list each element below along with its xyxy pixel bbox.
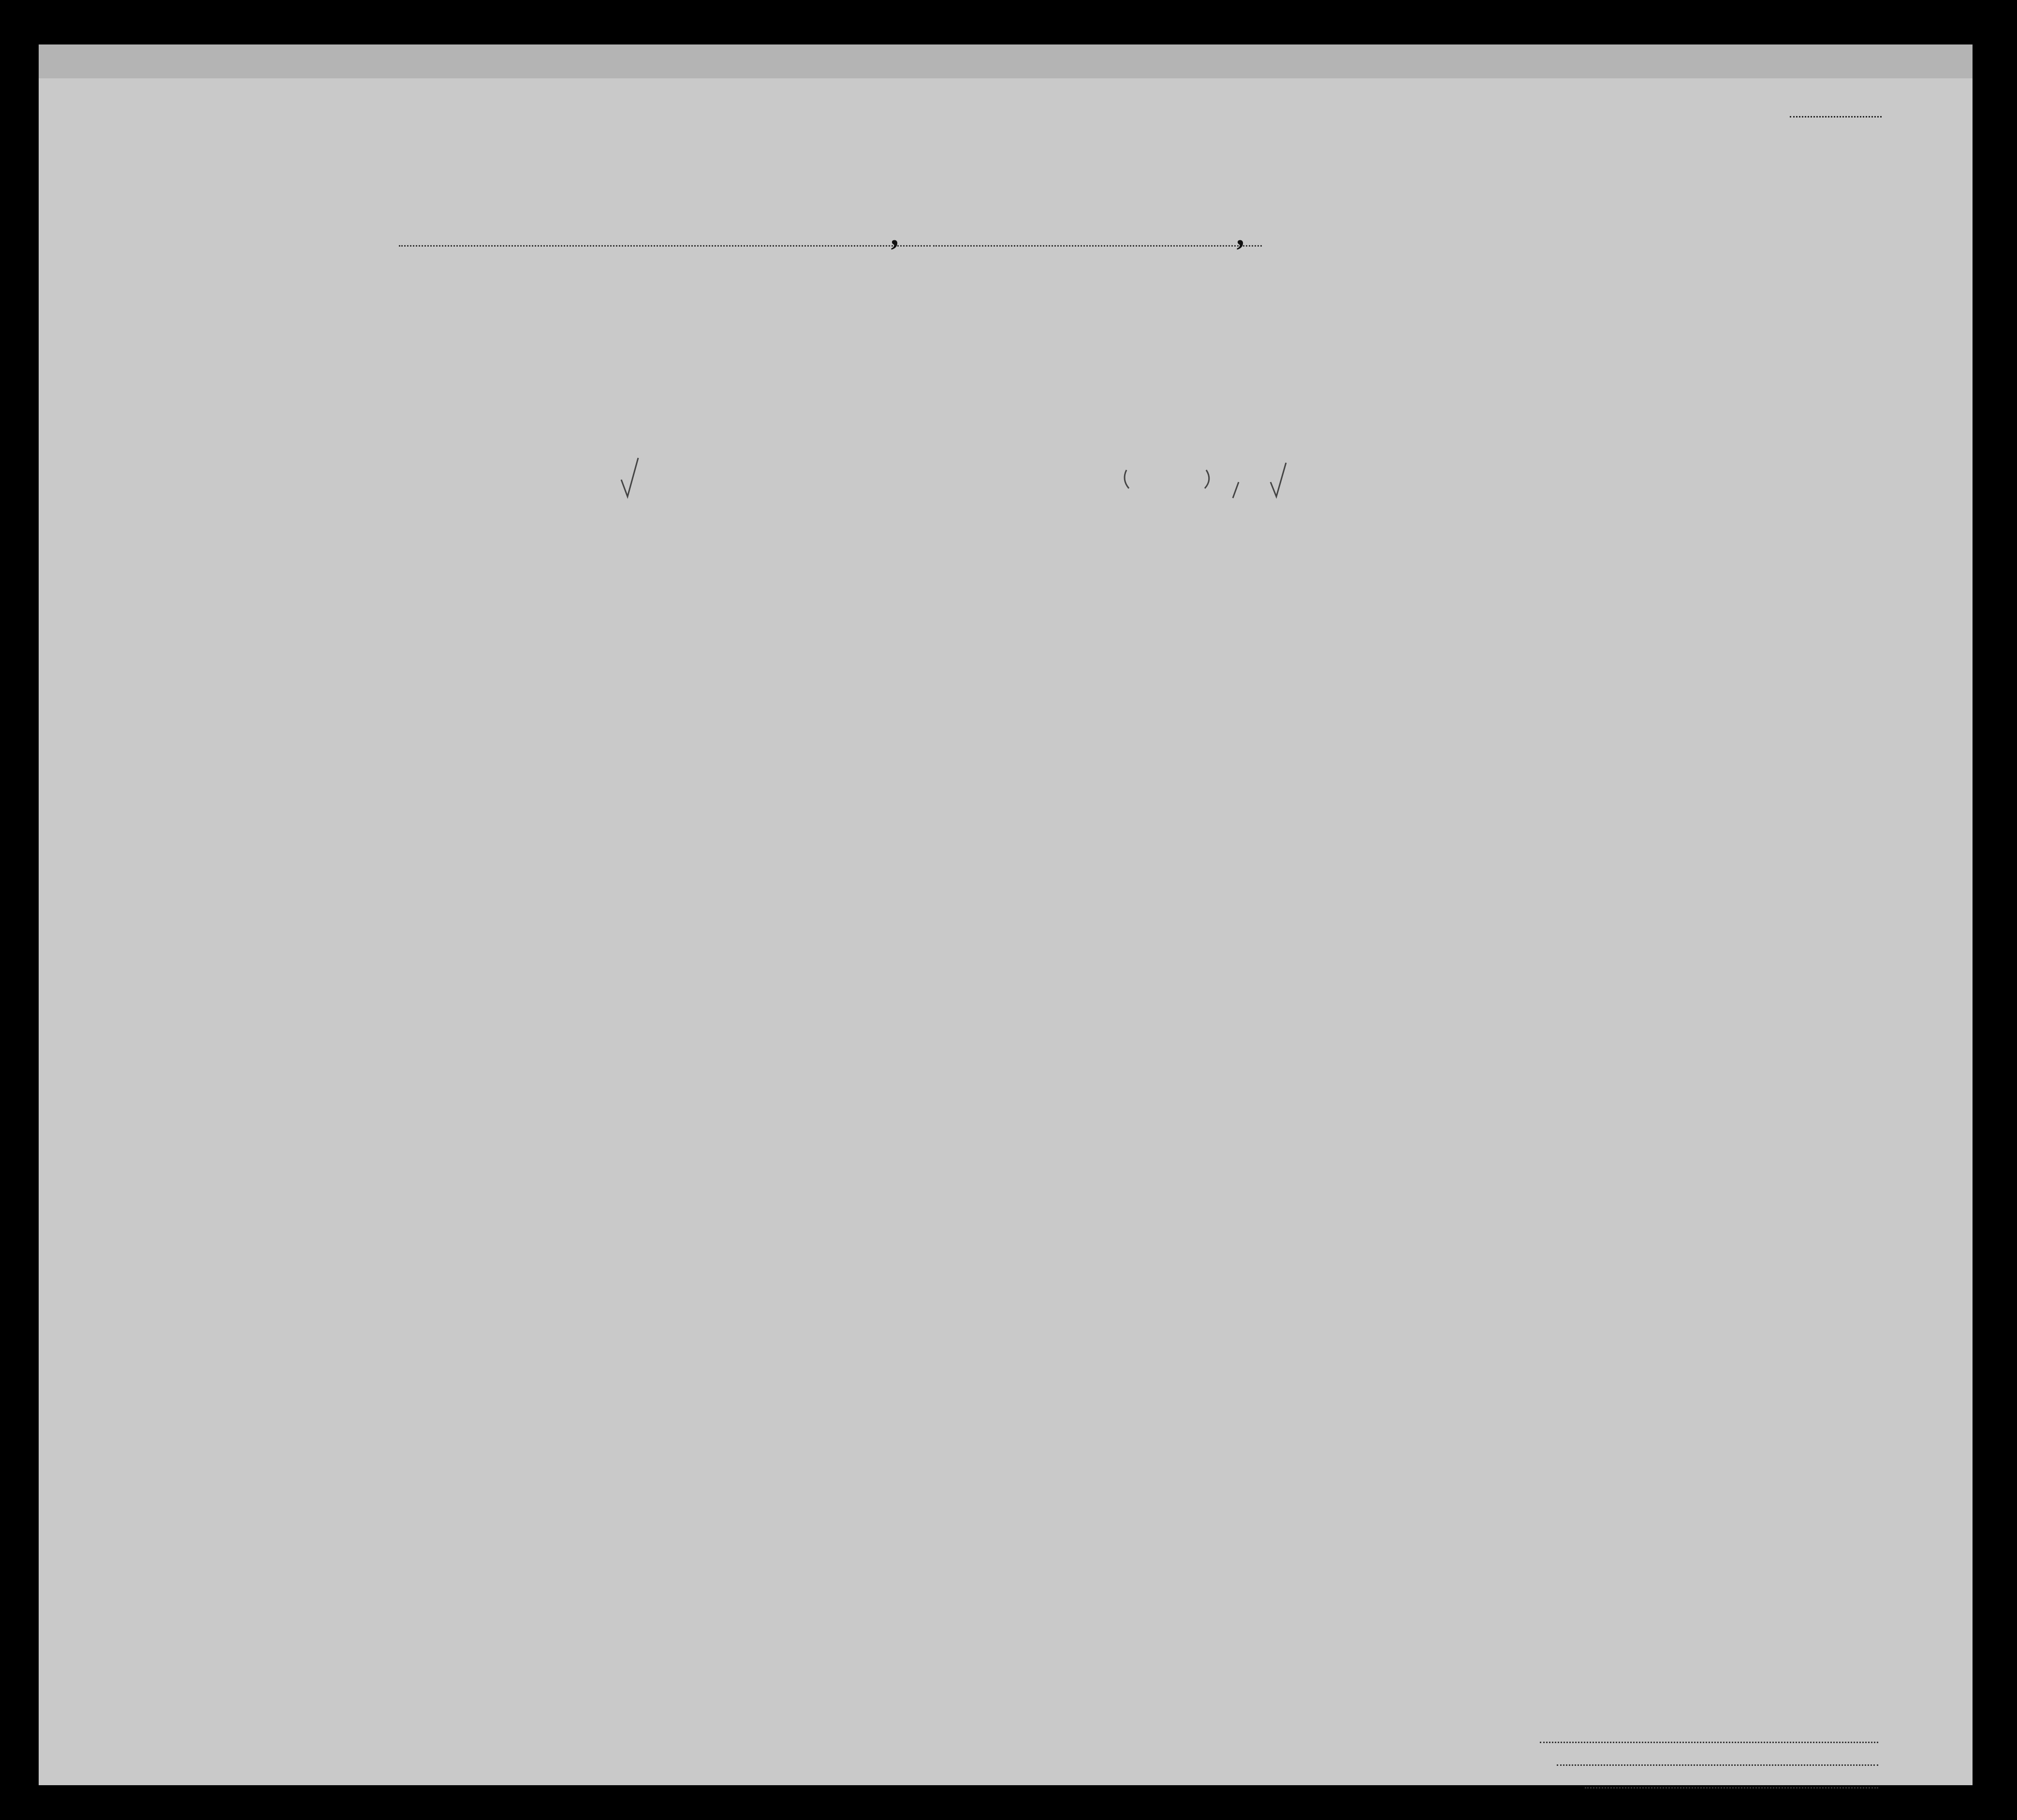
manifest-sheet xyxy=(39,44,1973,1785)
header-anarchist xyxy=(1420,339,1440,470)
comma-1: , xyxy=(892,217,900,252)
footer-line-blank xyxy=(1540,1742,1878,1743)
comma-2: , xyxy=(1238,217,1246,252)
list-number-blank xyxy=(1790,116,1882,117)
header-length-stay xyxy=(1287,388,1317,470)
header-return-intent xyxy=(1241,388,1282,470)
header-excluded xyxy=(1529,339,1548,470)
header-feet xyxy=(1696,426,1710,470)
header-ticket xyxy=(654,325,678,470)
footer-owners-blank xyxy=(1557,1764,1878,1766)
port-underline xyxy=(399,245,931,247)
header-deported xyxy=(1553,339,1572,470)
table-grid xyxy=(39,44,1973,1785)
footer-agents-blank xyxy=(1585,1787,1878,1789)
date-underline xyxy=(933,245,1262,247)
header-inches xyxy=(1720,426,1734,470)
header-money xyxy=(787,330,809,475)
header-labor-offer xyxy=(1494,339,1524,470)
header-citizen-intent xyxy=(1320,388,1350,470)
header-prison xyxy=(1356,339,1391,470)
header-polygamist xyxy=(1395,339,1414,470)
